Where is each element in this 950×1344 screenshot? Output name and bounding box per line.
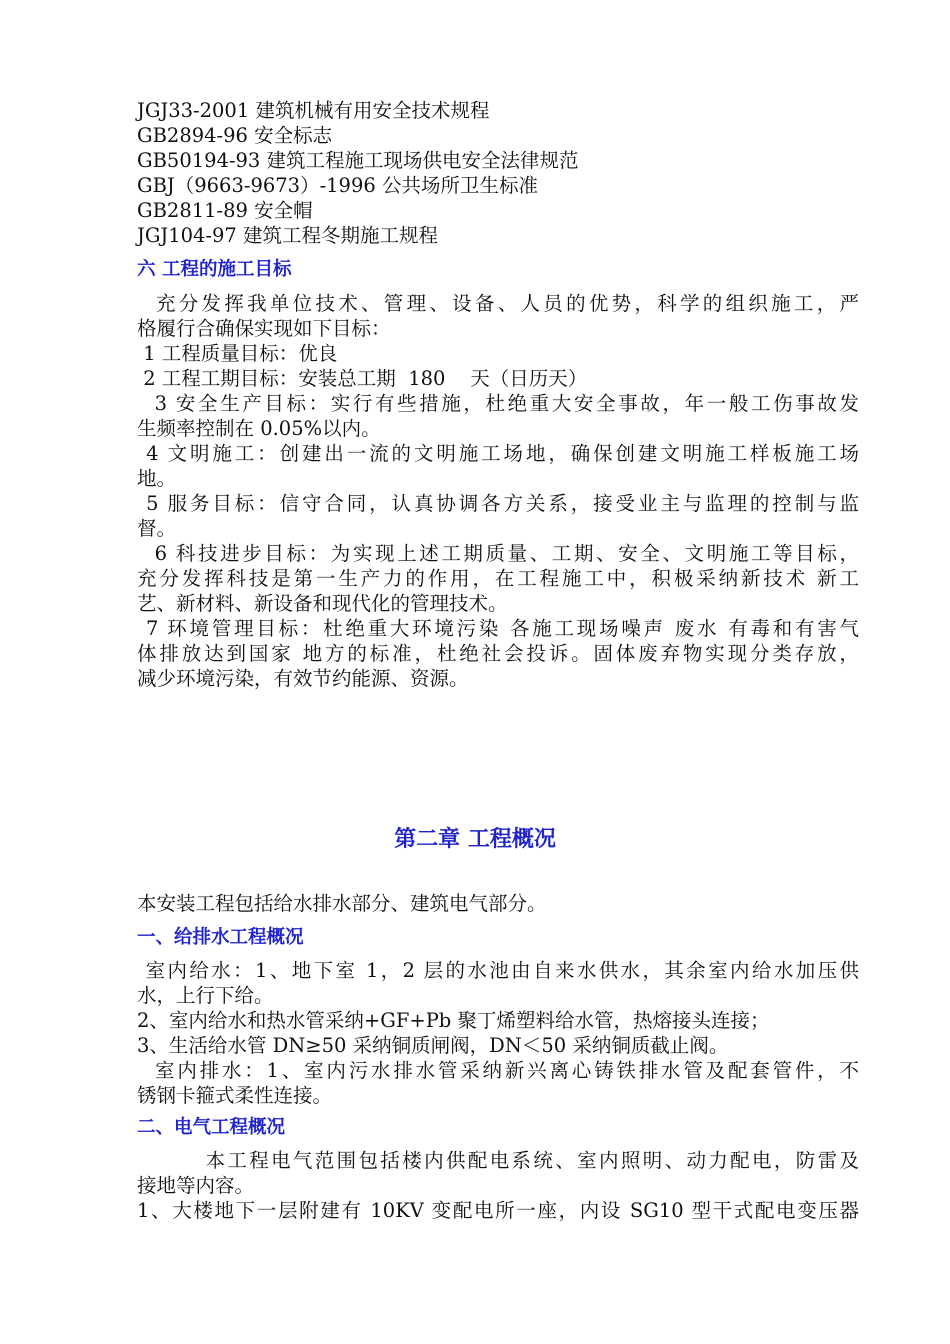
goal-item-cont: 减少环境污染，有效节约能源、资源。 bbox=[137, 667, 469, 690]
goal-item: 2 工程工期目标：安装总工期 180 天（日历天） bbox=[137, 367, 588, 390]
goal-item-cont: 督。 bbox=[137, 517, 177, 540]
paragraph-line: 室内给水：1、地下室 1，2 层的水池由自来水供水，其余室内给水加压供 bbox=[137, 959, 859, 982]
paragraph-line: 充分发挥我单位技术、管理、设备、人员的优势，科学的组织施工，严 bbox=[137, 292, 859, 315]
goal-item: 5 服务目标：信守合同，认真协调各方关系，接受业主与监理的控制与监 bbox=[137, 492, 859, 515]
goal-item-cont: 艺、新材料、新设备和现代化的管理技术。 bbox=[137, 592, 508, 615]
goal-item: 3 安全生产目标：实行有些措施，杜绝重大安全事故，年一般工伤事故发 bbox=[137, 392, 859, 415]
standard-item: JGJ33-2001 建筑机械有用安全技术规程 bbox=[137, 99, 490, 122]
section-heading-water: 一、给排水工程概况 bbox=[137, 927, 304, 948]
paragraph-line: 室内排水：1、室内污水排水管采纳新兴离心铸铁排水管及配套管件，不 bbox=[137, 1059, 859, 1082]
standard-item: GBJ（9663-9673）-1996 公共场所卫生标准 bbox=[137, 174, 538, 197]
goal-item: 6 科技进步目标：为实现上述工期质量、工期、安全、文明施工等目标， bbox=[137, 542, 859, 565]
goal-item: 4 文明施工：创建出一流的文明施工场地，确保创建文明施工样板施工场 bbox=[137, 442, 859, 465]
chapter-title: 第二章 工程概况 bbox=[394, 827, 556, 852]
paragraph-line: 接地等内容。 bbox=[137, 1174, 255, 1197]
chapter-intro: 本安装工程包括给水排水部分、建筑电气部分。 bbox=[137, 892, 547, 915]
paragraph-line: 3、生活给水管 DN≥50 采纳铜质闸阀，DN＜50 采纳铜质截止阀。 bbox=[137, 1034, 729, 1057]
paragraph-line: 锈钢卡箍式柔性连接。 bbox=[137, 1084, 333, 1107]
paragraph-line: 水，上行下给。 bbox=[137, 984, 274, 1007]
goal-item: 1 工程质量目标：优良 bbox=[137, 342, 338, 365]
standard-item: JGJ104-97 建筑工程冬期施工规程 bbox=[137, 224, 439, 247]
section-heading-electric: 二、电气工程概况 bbox=[137, 1117, 286, 1138]
standard-item: GB2894-96 安全标志 bbox=[137, 124, 333, 147]
standard-item: GB50194-93 建筑工程施工现场供电安全法律规范 bbox=[137, 149, 579, 172]
goal-item: 7 环境管理目标：杜绝重大环境污染 各施工现场噪声 废水 有毒和有害气 bbox=[137, 617, 859, 640]
paragraph-line: 1、大楼地下一层附建有 10KV 变配电所一座，内设 SG10 型干式配电变压器 bbox=[137, 1199, 859, 1222]
goal-item-cont: 生频率控制在 0.05%以内。 bbox=[137, 417, 381, 440]
paragraph-line: 格履行合确保实现如下目标： bbox=[137, 317, 391, 340]
standard-item: GB2811-89 安全帽 bbox=[137, 199, 313, 222]
goal-item-cont: 充分发挥科技是第一生产力的作用，在工程施工中，积极采纳新技术 新工 bbox=[137, 567, 859, 590]
paragraph-line: 2、室内给水和热水管采纳+GF+Pb 聚丁烯塑料给水管，热熔接头连接； bbox=[137, 1009, 770, 1032]
goal-item-cont: 体排放达到国家 地方的标准，杜绝社会投诉。固体废弃物实现分类存放， bbox=[137, 642, 859, 665]
paragraph-line: 本工程电气范围包括楼内供配电系统、室内照明、动力配电，防雷及 bbox=[137, 1149, 859, 1172]
goal-item-cont: 地。 bbox=[137, 467, 177, 490]
section-heading: 六 工程的施工目标 bbox=[137, 259, 292, 280]
